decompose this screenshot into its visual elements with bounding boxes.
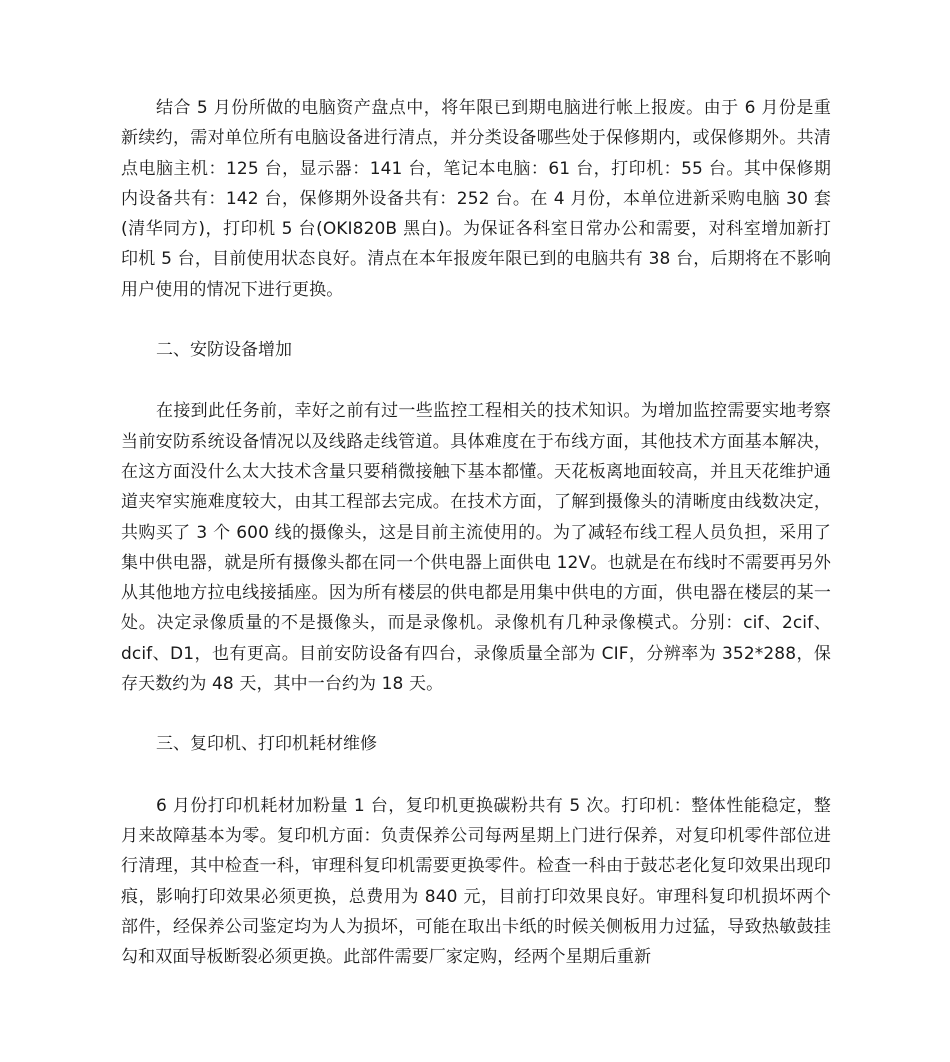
paragraph-spacer bbox=[121, 305, 831, 335]
section-heading-copier-printer: 三、复印机、打印机耗材维修 bbox=[156, 734, 377, 755]
heading-spacer bbox=[121, 365, 831, 396]
section-heading-security-equipment: 二、安防设备增加 bbox=[156, 340, 292, 361]
document-page bbox=[121, 93, 831, 972]
paragraph-asset-inventory: 结合 5 月份所做的电脑资产盘点中，将年限已到期电脑进行帐上报废。由于 6 月份是重新续约，需对单位所有电脑设备进行清点，并分类设备哪些处于保修期内，或保修期外。共清点电脑主机：125 台，显示器：141 台，笔记本电脑：61 台，打印机：55 台。其中保修期内设备共有：142 台，保修期外设备共有：252 台。在 4 月份，本单位进新采购电脑 30 套(清华同方)，打印机 5 台(OKI820B 黑白)。为保证各科室日常办公和需要，对科室增加新打印机 5 台，目前使用状态良好。清点在本年报废年限已到的电脑共有 38 台，后期将在不影响用户使用的情况下进行更换。 bbox=[121, 98, 831, 300]
paragraph-security-equipment: 在接到此任务前，幸好之前有过一些监控工程相关的技术知识。为增加监控需要实地考察当前安防系统设备情况以及线路走线管道。具体难度在于布线方面，其他技术方面基本解决，在这方面没什么太大技术含量只要稍微接触下基本都懂。天花板离地面较高，并且天花维护通道夹窄实施难度较大，由其工程部去完成。在技术方面，了解到摄像头的清晰度由线数决定，共购买了 3 个 600 线的摄像头，这是目前主流使用的。为了减轻布线工程人员负担，采用了集中供电器，就是所有摄像头都在同一个供电器上面供电 12V。也就是在布线时不需要再另外从其他地方拉电线接插座。因为所有楼层的供电都是用集中供电的方面，供电器在楼层的某一处。决定录像质量的不是摄像头，而是录像机。录像机有几种录像模式。分别：cif、2cif、dcif、D1，也有更高。目前安防设备有四台，录像质量全部为 CIF，分辨率为 352*288，保存天数约为 48 天，其中一台约为 18 天。 bbox=[121, 401, 831, 695]
paragraph-spacer bbox=[121, 699, 831, 729]
paragraph-copier-printer: 6 月份打印机耗材加粉量 1 台，复印机更换碳粉共有 5 次。打印机：整体性能稳定，整月来故障基本为零。复印机方面：负责保养公司每两星期上门进行保养，对复印机零件部位进行清理，其中检查一科，审理科复印机需要更换零件。检查一科由于鼓芯老化复印效果出现印痕，影响打印效果必须更换，总费用为 840 元，目前打印效果良好。审理科复印机损坏两个部件，经保养公司鉴定均为人为损坏，可能在取出卡纸的时候关侧板用力过猛，导致热敏鼓挂勾和双面导板断裂必须更换。此部件需要厂家定购，经两个星期后重新 bbox=[121, 795, 831, 968]
heading-spacer bbox=[121, 760, 831, 791]
